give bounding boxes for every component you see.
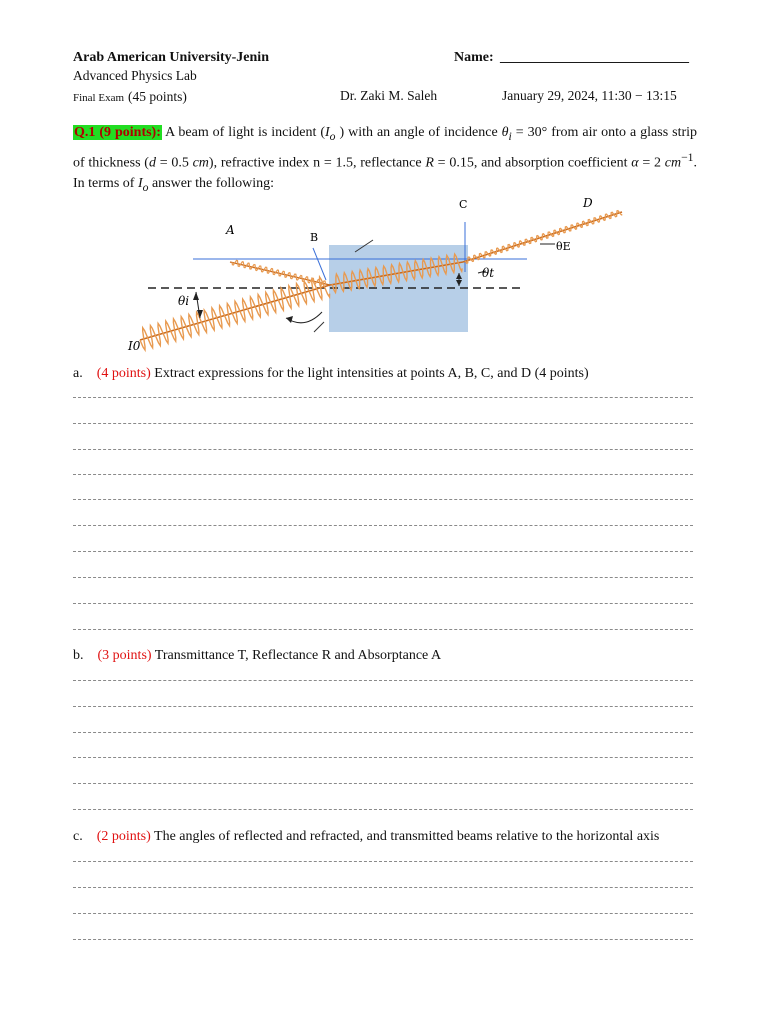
question-label: Q.1 (9 points): (74, 125, 161, 140)
answer-line[interactable] (73, 423, 693, 424)
part-c-prompt: c. (2 points) The angles of reflected and refracted, and transmitted beams relative to the horizontal axis (73, 829, 660, 844)
university-name: Arab American University-Jenin (73, 50, 269, 65)
exam-points: (45 points) (128, 89, 187, 104)
name-label: Name: (454, 50, 494, 65)
instructor: Dr. Zaki M. Saleh (340, 88, 438, 103)
label-B: B (310, 231, 319, 244)
answer-line[interactable] (73, 809, 693, 810)
answer-line[interactable] (73, 525, 693, 526)
course-title: Advanced Physics Lab (73, 68, 197, 83)
answer-line[interactable] (73, 913, 693, 914)
label-C: C (459, 198, 468, 211)
answer-line[interactable] (73, 629, 693, 630)
normal-bottom (314, 322, 324, 332)
arc-arrowhead (286, 316, 293, 323)
label-theta-t: θt (482, 266, 495, 280)
pointer-B (313, 248, 326, 280)
answer-line[interactable] (73, 680, 693, 681)
label-theta-i: θi (178, 294, 190, 308)
answer-line[interactable] (73, 757, 693, 758)
answer-line[interactable] (73, 474, 693, 475)
optics-figure (0, 0, 768, 370)
answer-line[interactable] (73, 551, 693, 552)
answer-line[interactable] (73, 706, 693, 707)
label-A: A (226, 223, 235, 237)
answer-line[interactable] (73, 449, 693, 450)
answer-line[interactable] (73, 783, 693, 784)
question-text: Q.1 (9 points): A beam of light is incident ($I_o$ ) with an angle of incidence $\theta_i = 30^\circ$ from air onto a glass strip of thickness (d = 0.5 cm), refractive index n = 1.5, reflectance R = 0.15, and absorption coefficient α = 2 $cm^{-1}$. In terms of $I_o$ answer the following: (73, 125, 698, 195)
name-blank[interactable]: ___________________________ (500, 50, 689, 65)
answer-line[interactable] (73, 939, 693, 940)
answer-line[interactable] (73, 861, 693, 862)
part-a-prompt: a. (4 points) Extract expressions for the light intensities at points A, B, C, and D (4 points) (73, 366, 589, 381)
label-D: D (583, 196, 593, 210)
answer-line[interactable] (73, 603, 693, 604)
label-I0: I0 (128, 339, 141, 353)
answer-line[interactable] (73, 499, 693, 500)
label-theta-E: θE (556, 240, 571, 253)
answer-line[interactable] (73, 732, 693, 733)
answer-line[interactable] (73, 577, 693, 578)
answer-line[interactable] (73, 887, 693, 888)
exam-prefix: Final Exam (73, 92, 125, 104)
part-b-prompt: b. (3 points) Transmittance T, Reflectance R and Absorptance A (73, 648, 442, 663)
exam-date: January 29, 2024, 11:30 − 13:15 (502, 88, 677, 103)
answer-line[interactable] (73, 397, 693, 398)
reflected-beam-line (230, 262, 330, 285)
